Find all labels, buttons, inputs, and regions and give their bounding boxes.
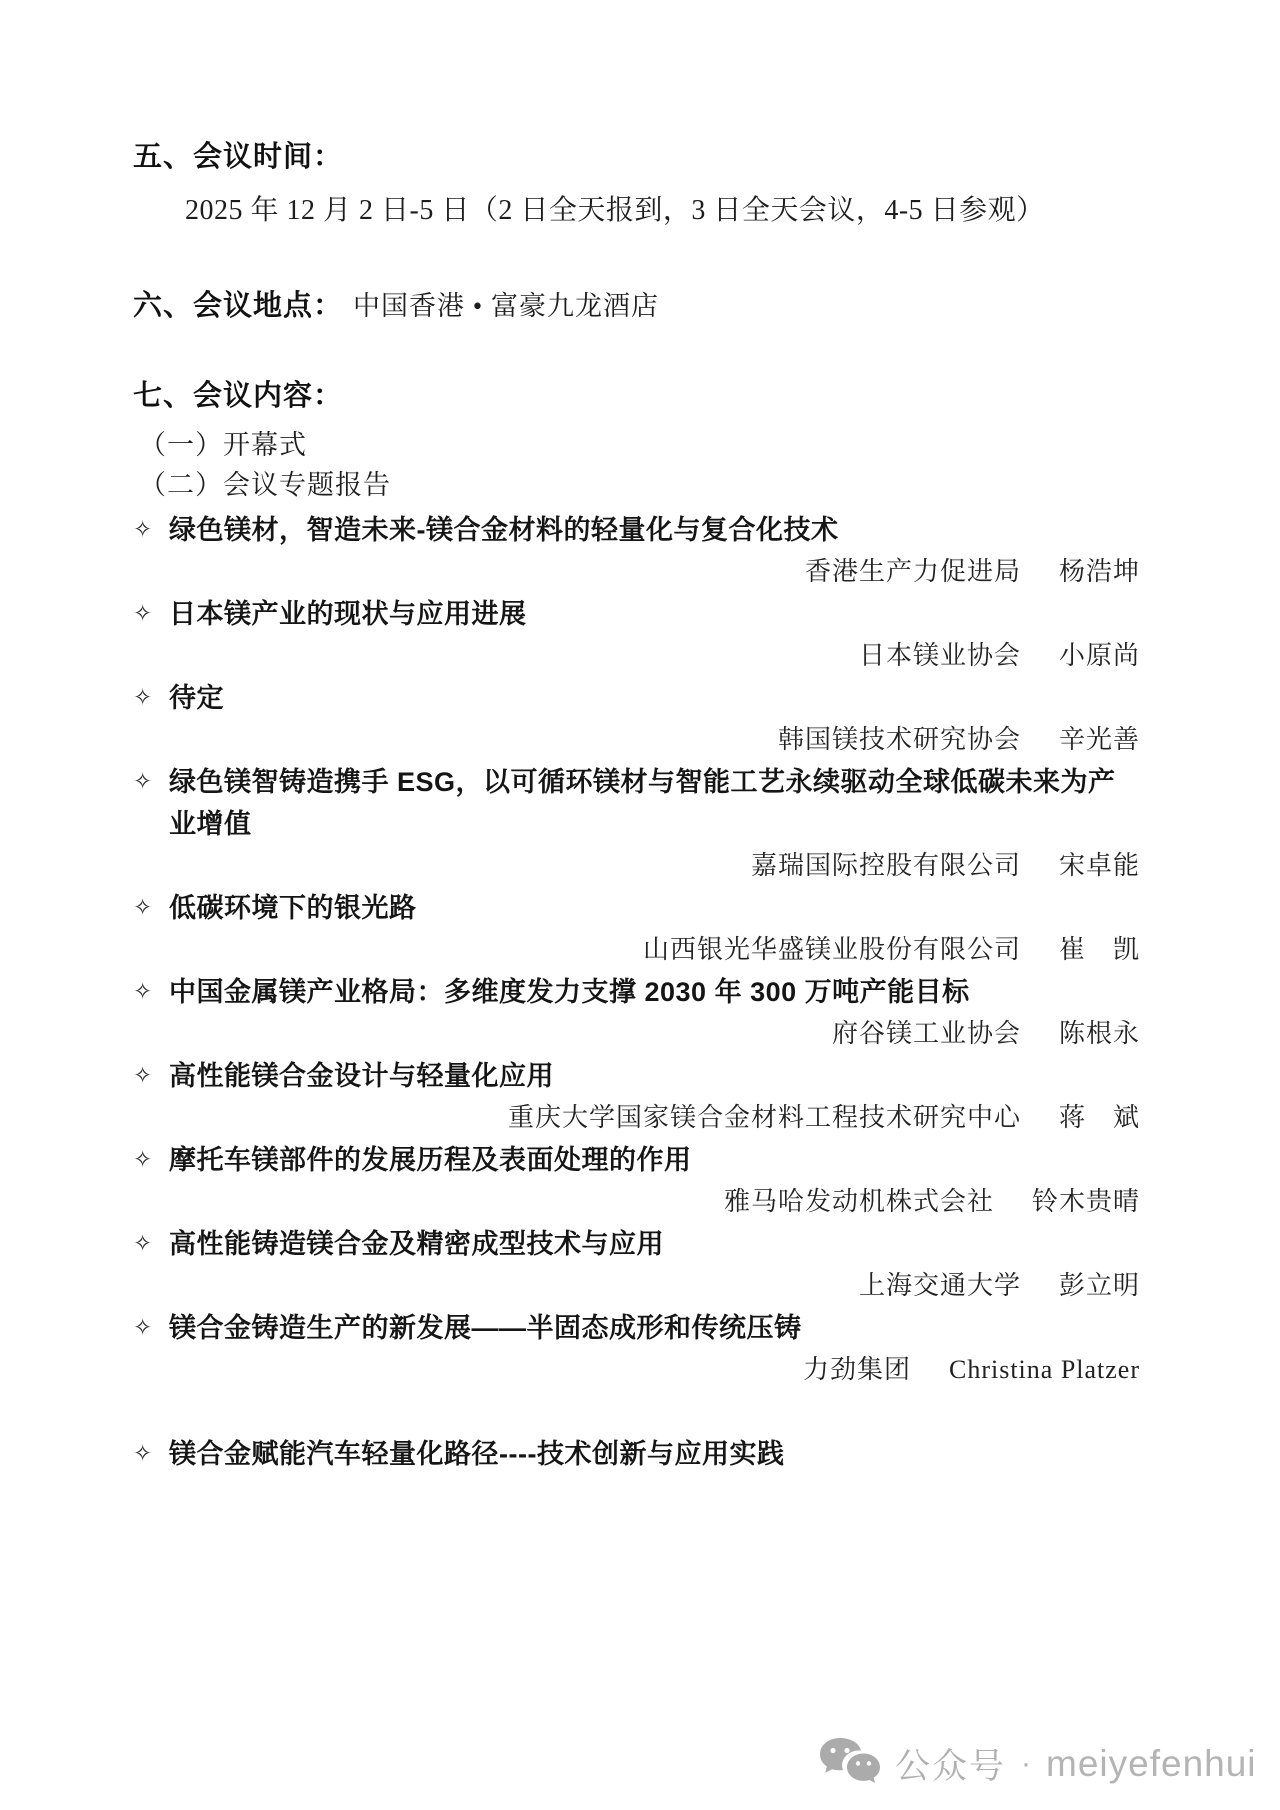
report-speaker-line — [133, 719, 1140, 761]
report-title: 绿色镁材，智造未来-镁合金材料的轻量化与复合化技术 — [169, 515, 839, 545]
watermark — [818, 1734, 1257, 1794]
report-affiliation: 雅马哈发动机株式会社 — [723, 1187, 994, 1216]
report-speaker-line — [133, 635, 1140, 677]
report-item — [133, 887, 1140, 971]
venue-detail: 中国香港 • 富豪九龙酒店 — [353, 291, 659, 321]
report-title-line — [133, 971, 1140, 1013]
time-detail: 2025 年 12 月 2 日-5 日（2 日全天报到，3 日全天会议，4-5 日参观） — [185, 195, 1045, 226]
report-speaker-name: 崔 凯 — [1058, 935, 1140, 964]
report-item — [133, 593, 1140, 677]
report-title: 日本镁产业的现状与应用进展 — [169, 599, 527, 629]
report-affiliation: 上海交通大学 — [858, 1271, 1021, 1300]
report-affiliation: 府谷镁工业协会 — [831, 1019, 1021, 1048]
report-title-line — [133, 761, 1140, 845]
section-heading-content: 七、会议内容： — [133, 380, 344, 412]
diamond-bullet-icon: ✧ — [133, 1063, 153, 1089]
watermark-account: meiyefenhui — [1046, 1743, 1257, 1784]
report-affiliation: 香港生产力促进局 — [804, 557, 1021, 586]
report-title-line — [133, 1139, 1140, 1181]
diamond-bullet-icon: ✧ — [133, 601, 153, 627]
watermark-label: 公众号 — [895, 1747, 1007, 1786]
report-speaker-name: 宋卓能 — [1058, 851, 1140, 880]
report-speaker-line — [133, 845, 1140, 887]
report-title-line — [133, 593, 1140, 635]
report-speaker-line — [133, 551, 1140, 593]
report-title: 摩托车镁部件的发展历程及表面处理的作用 — [169, 1145, 692, 1175]
report-speaker-line — [133, 929, 1140, 971]
agenda-subsection: （二）会议专题报告 — [139, 470, 391, 500]
report-title: 中国金属镁产业格局：多维度发力支撑 2030 年 300 万吨产能目标 — [169, 977, 970, 1007]
report-title: 绿色镁智铸造携手 ESG，以可循环镁材与智能工艺永续驱动全球低碳未来为产业增值 — [169, 767, 1116, 839]
report-affiliation: 重庆大学国家镁合金材料工程技术研究中心 — [507, 1103, 1021, 1132]
report-title-line — [133, 509, 1140, 551]
report-speaker-name: 小原尚 — [1058, 641, 1140, 670]
report-title: 低碳环境下的银光路 — [169, 893, 417, 923]
report-item — [133, 1055, 1140, 1139]
diamond-bullet-icon: ✧ — [133, 1147, 153, 1173]
report-speaker-line — [133, 1013, 1140, 1055]
report-speaker-line — [133, 1097, 1140, 1139]
report-affiliation: 嘉瑞国际控股有限公司 — [750, 851, 1021, 880]
report-title: 高性能镁合金设计与轻量化应用 — [169, 1061, 554, 1091]
section-heading-venue: 六、会议地点： — [133, 290, 344, 322]
report-speaker-name: 蒋 斌 — [1058, 1103, 1140, 1132]
agenda-subsections — [133, 425, 1140, 505]
report-speaker-name: 辛光善 — [1058, 725, 1140, 754]
diamond-bullet-icon: ✧ — [133, 685, 153, 711]
report-list — [133, 509, 1140, 1475]
wechat-icon — [818, 1736, 882, 1792]
section-venue — [133, 284, 1140, 323]
report-title: 待定 — [169, 683, 224, 713]
diamond-bullet-icon: ✧ — [133, 517, 153, 543]
report-item — [133, 677, 1140, 761]
report-title: 高性能铸造镁合金及精密成型技术与应用 — [169, 1229, 664, 1259]
report-speaker-name: 杨浩坤 — [1058, 557, 1140, 586]
report-item — [133, 1139, 1140, 1223]
watermark-separator: · — [1021, 1747, 1032, 1780]
report-speaker-name: 陈根永 — [1058, 1019, 1140, 1048]
report-item — [133, 971, 1140, 1055]
report-title-line — [133, 1223, 1140, 1265]
diamond-bullet-icon: ✧ — [133, 1231, 153, 1257]
report-title-line — [133, 1307, 1140, 1349]
diamond-bullet-icon: ✧ — [133, 769, 153, 795]
report-item — [133, 1223, 1140, 1307]
report-title: 镁合金赋能汽车轻量化路径----技术创新与应用实践 — [169, 1439, 785, 1469]
report-affiliation: 力劲集团 — [802, 1355, 911, 1384]
report-title-line — [133, 1433, 1140, 1475]
report-speaker-name: Christina Platzer — [948, 1355, 1140, 1384]
report-item — [133, 1433, 1140, 1475]
report-speaker-line — [133, 1265, 1140, 1307]
diamond-bullet-icon: ✧ — [133, 1441, 153, 1467]
diamond-bullet-icon: ✧ — [133, 1315, 153, 1341]
report-speaker-line — [133, 1181, 1140, 1223]
report-affiliation: 韩国镁技术研究协会 — [777, 725, 1021, 754]
agenda-subsection: （一）开幕式 — [139, 430, 307, 460]
report-affiliation: 日本镁业协会 — [858, 641, 1021, 670]
diamond-bullet-icon: ✧ — [133, 979, 153, 1005]
report-title: 镁合金铸造生产的新发展——半固态成形和传统压铸 — [169, 1313, 802, 1343]
report-item — [133, 761, 1140, 887]
diamond-bullet-icon: ✧ — [133, 895, 153, 921]
report-title-line — [133, 1055, 1140, 1097]
report-speaker-name: 彭立明 — [1058, 1271, 1140, 1300]
report-speaker-line — [133, 1349, 1140, 1391]
report-speaker-name: 铃木贵晴 — [1031, 1187, 1140, 1216]
section-heading-time: 五、会议时间： — [133, 141, 344, 173]
report-affiliation: 山西银光华盛镁业股份有限公司 — [642, 935, 1021, 964]
report-item — [133, 509, 1140, 593]
report-item — [133, 1307, 1140, 1391]
report-title-line — [133, 677, 1140, 719]
report-title-line — [133, 887, 1140, 929]
